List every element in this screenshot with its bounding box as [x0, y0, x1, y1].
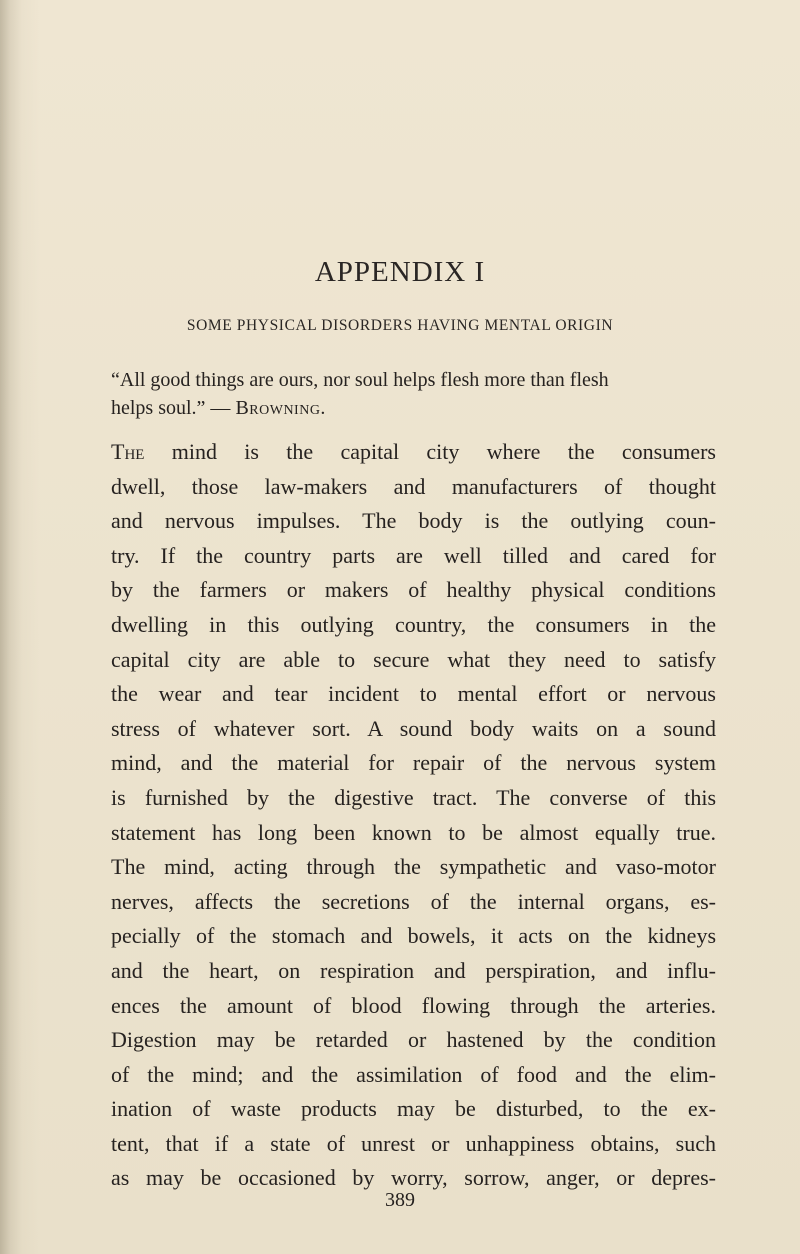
- paragraph-line: ences the amount of blood flowing through the arteries.: [111, 992, 716, 1018]
- page-number: 389: [385, 1189, 415, 1211]
- paragraph-line: try. If the country parts are well tilled and cared for: [111, 542, 716, 568]
- paragraph-line: as may be occasioned by worry, sorrow, anger, or depres-: [111, 1165, 716, 1191]
- paragraph-line: is furnished by the digestive tract. The converse of this: [111, 784, 716, 810]
- epigraph-attribution: Browning.: [235, 397, 326, 419]
- body-paragraph: [111, 435, 716, 1196]
- paragraph-line: by the farmers or makers of healthy physical conditions: [111, 577, 716, 603]
- paragraph-line: nerves, affects the secretions of the internal organs, es-: [111, 888, 716, 914]
- appendix-subheading: SOME PHYSICAL DISORDERS HAVING MENTAL ORIGIN: [186, 317, 614, 334]
- paragraph-line: dwell, those law-makers and manufacturers of thought: [111, 473, 716, 499]
- paragraph-line: mind, and the material for repair of the nervous system: [111, 750, 716, 776]
- paragraph-line: the wear and tear incident to mental effort or nervous: [111, 681, 716, 707]
- paragraph-line: pecially of the stomach and bowels, it acts on the kidneys: [111, 923, 716, 949]
- epigraph-line-1: “All good things are ours, nor soul helps flesh more than flesh: [111, 369, 609, 391]
- lead-word: The: [111, 439, 145, 464]
- paragraph-line: The mind is the capital city where the consumers: [111, 439, 716, 464]
- paragraph-line: capital city are able to secure what they need to satisfy: [111, 646, 716, 672]
- paragraph-line: dwelling in this outlying country, the consumers in the: [111, 611, 716, 637]
- paragraph-line: Digestion may be retarded or hastened by the condition: [111, 1027, 716, 1053]
- epigraph-line-2: helps soul.” —: [111, 397, 236, 419]
- paragraph-line: and nervous impulses. The body is the outlying coun-: [111, 508, 716, 534]
- paragraph-line: tent, that if a state of unrest or unhappiness obtains, such: [111, 1130, 716, 1156]
- epigraph: [111, 366, 716, 422]
- appendix-heading: APPENDIX I: [314, 256, 486, 288]
- paragraph-line: statement has long been known to be almost equally true.: [111, 819, 716, 845]
- paragraph-line: stress of whatever sort. A sound body waits on a sound: [111, 715, 716, 741]
- paragraph-line: The mind, acting through the sympathetic and vaso-motor: [111, 854, 716, 880]
- paragraph-line: ination of waste products may be disturbed, to the ex-: [111, 1096, 716, 1122]
- paragraph-line: of the mind; and the assimilation of food and the elim-: [111, 1061, 716, 1087]
- paragraph-line: and the heart, on respiration and perspiration, and influ-: [111, 957, 716, 983]
